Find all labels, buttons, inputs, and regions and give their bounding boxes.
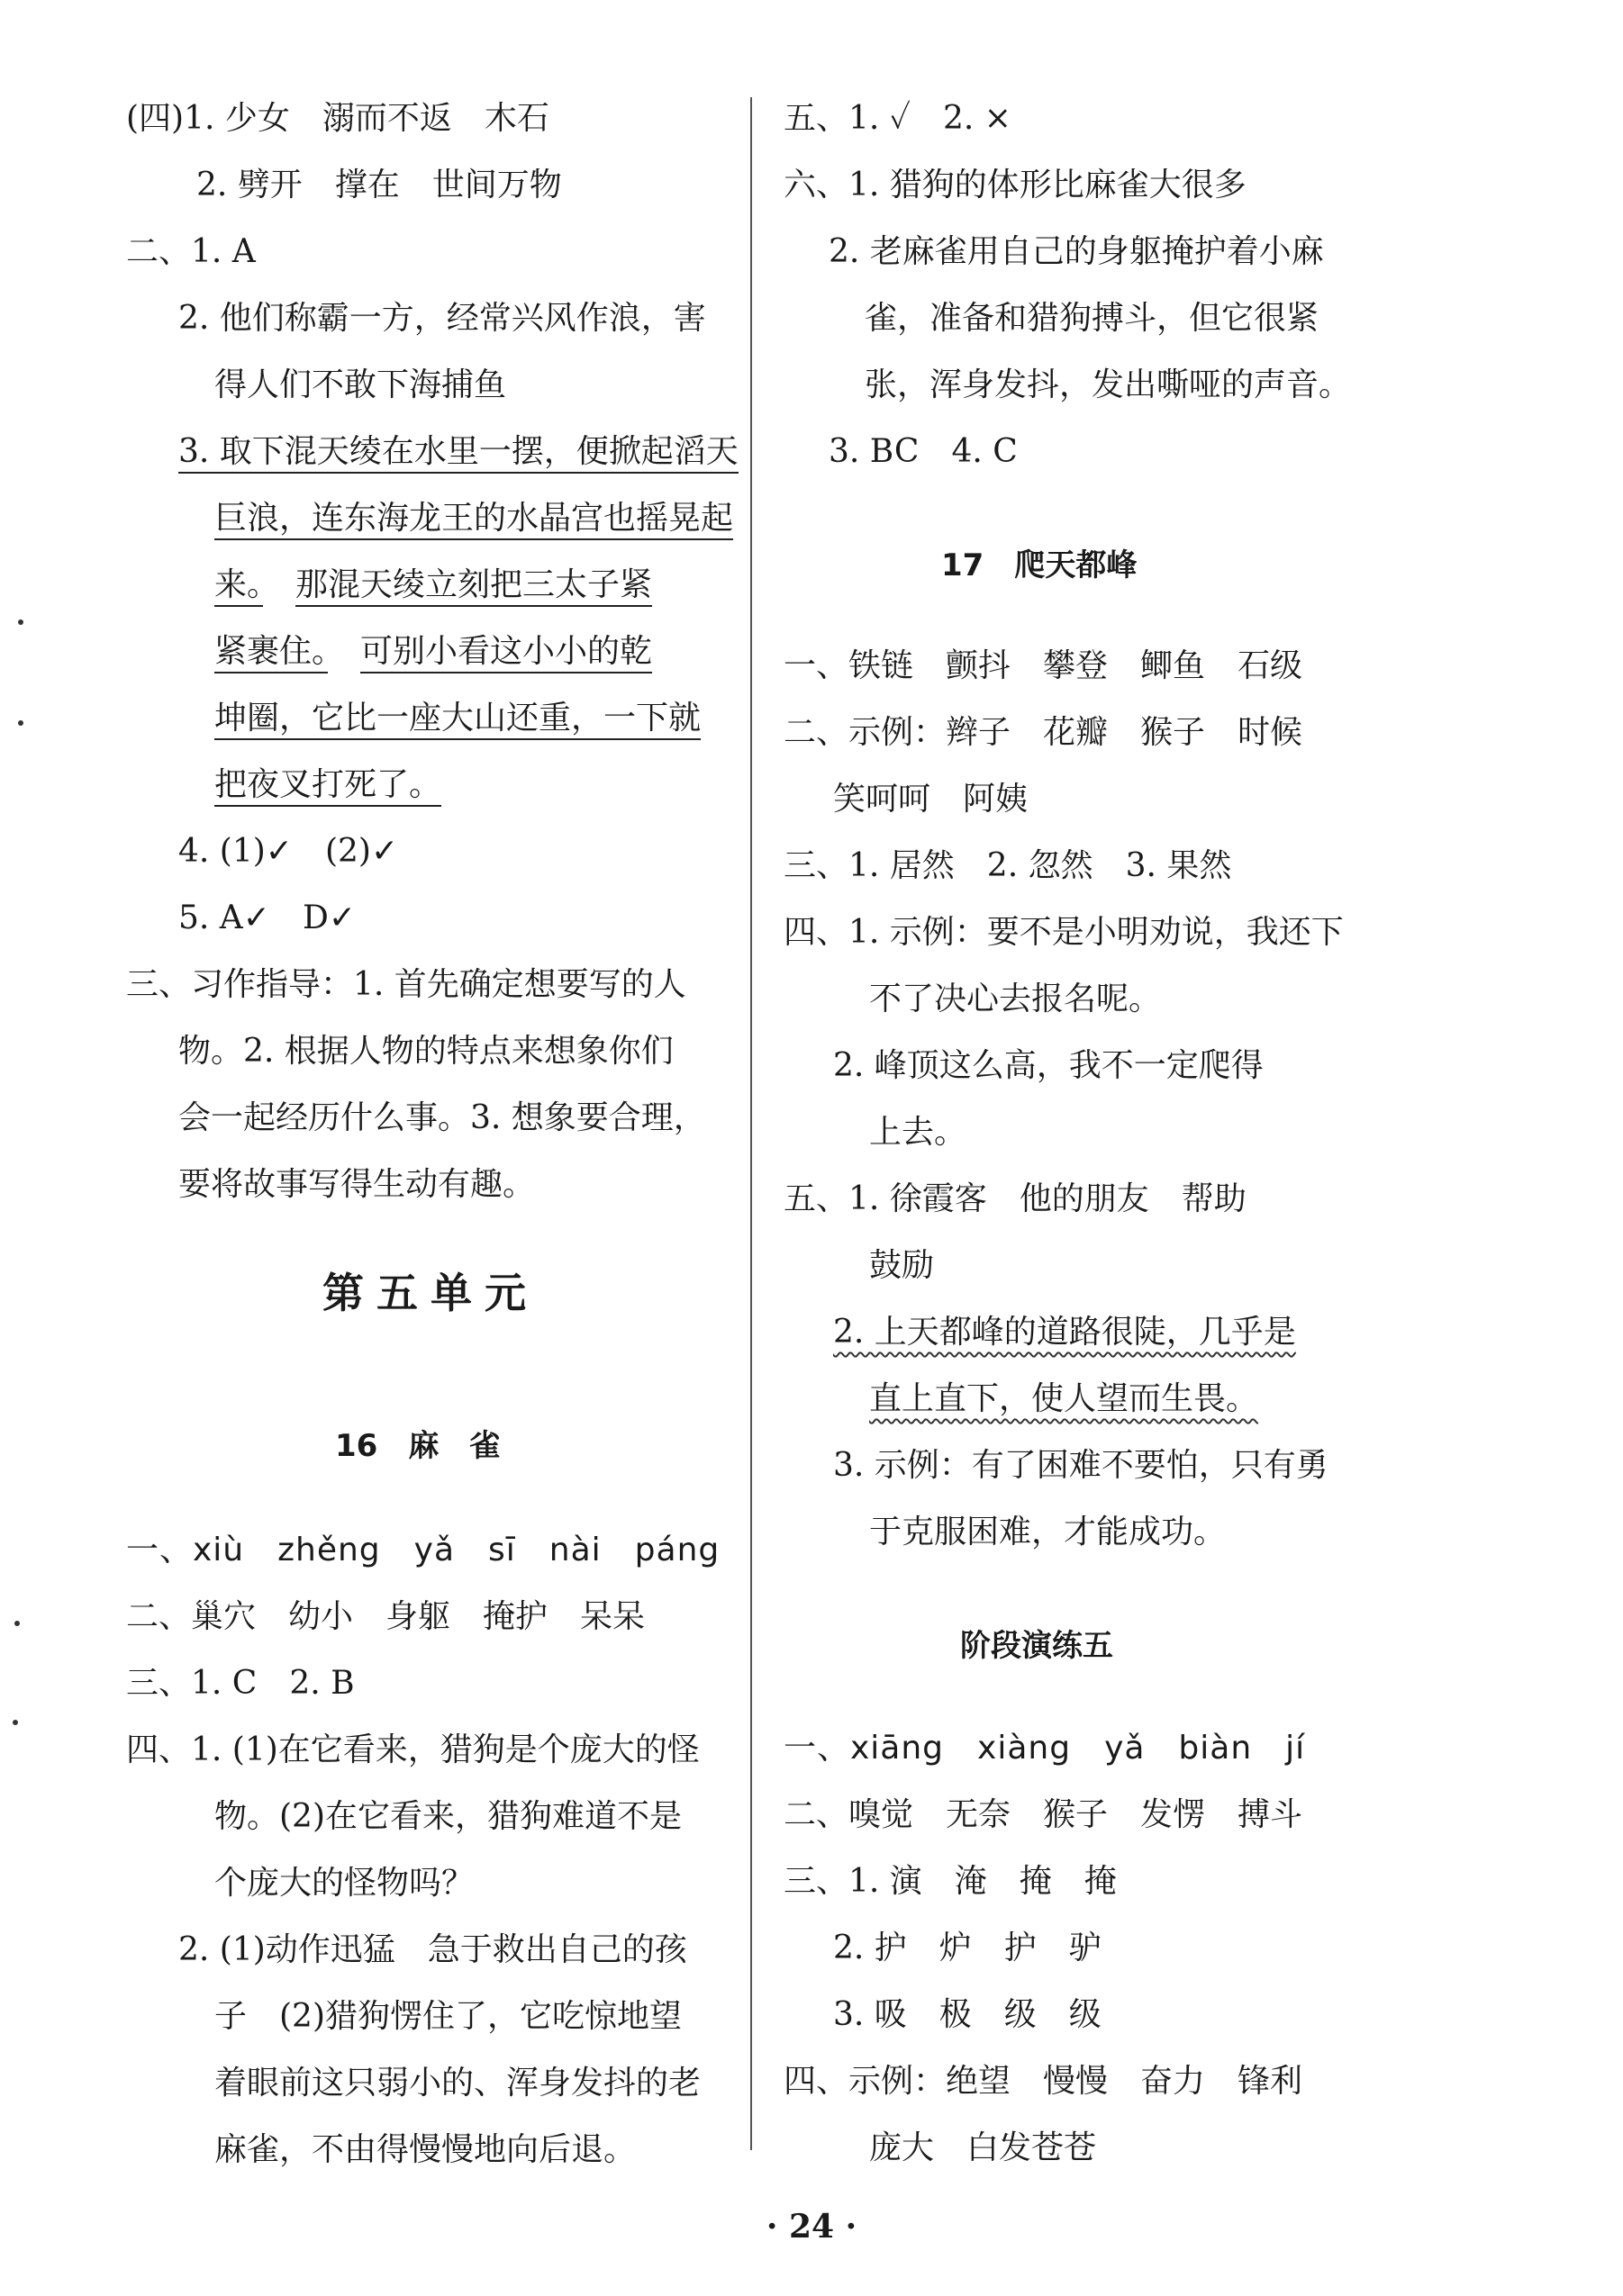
- answer-line: 三、习作指导：1. 首先确定想要写的人: [126, 966, 686, 1003]
- lesson-title: 16 麻 雀: [335, 1428, 501, 1464]
- answer-line: 上去。: [869, 1114, 967, 1151]
- answer-line: 不了决心去报名呢。: [869, 981, 1162, 1017]
- answer-line: 3. 示例：有了困难不要怕，只有勇: [833, 1447, 1328, 1484]
- answer-line: 2. 劈开 撑在 世间万物: [196, 167, 562, 203]
- answer-line: 四、1. 示例：要不是小明劝说，我还下: [784, 914, 1344, 951]
- answer-line: 二、示例：辫子 花瓣 猴子 时候: [784, 714, 1303, 751]
- answer-line: 3. 吸 极 级 级: [833, 1996, 1102, 2033]
- section-title: 阶段演练五: [960, 1628, 1113, 1664]
- answer-line: 二、1. A: [126, 233, 256, 270]
- lesson-title: 17 爬天都峰: [941, 547, 1138, 583]
- answer-line: 着眼前这只弱小的、浑身发抖的老: [214, 2065, 702, 2102]
- scan-mark: [18, 720, 23, 726]
- answer-line: 二、巢穴 幼小 身躯 掩护 呆呆: [126, 1598, 646, 1635]
- answer-line: 物。2. 根据人物的特点来想象你们: [178, 1033, 674, 1070]
- answer-line: 三、1. 演 淹 掩 掩: [784, 1863, 1117, 1900]
- answer-line: 六、1. 猎狗的体形比麻雀大很多: [784, 167, 1247, 203]
- answer-line: 一、xiāng xiàng yǎ biàn jí: [784, 1730, 1306, 1767]
- underlined-text: 那混天绫立刻把三太子紧: [295, 566, 652, 607]
- answer-line: 五、1. ✓ 2. ×: [784, 100, 1011, 137]
- answer-line: 2. 峰顶这么高，我不一定爬得: [833, 1047, 1264, 1084]
- answer-line: [833, 1313, 1296, 1352]
- answer-line: (四)1. 少女 溺而不返 木石: [126, 100, 549, 137]
- answer-line: [214, 765, 441, 805]
- answer-line: 笑呵呵 阿姨: [833, 781, 1029, 818]
- answer-line: 一、xiù zhěng yǎ sī nài páng: [126, 1532, 721, 1568]
- answer-line: 张，浑身发抖，发出嘶哑的声音。: [865, 366, 1352, 403]
- answer-line: 2. 护 炉 护 驴: [833, 1930, 1102, 1966]
- wavy-underlined-text: 2. 上天都峰的道路很陡，几乎是: [833, 1314, 1296, 1351]
- answer-line: 会一起经历什么事。3. 想象要合理，: [178, 1099, 706, 1136]
- answer-line: 麻雀，不由得慢慢地向后退。: [214, 2131, 637, 2168]
- scan-mark: [18, 619, 23, 625]
- answer-line: [214, 632, 652, 672]
- answer-line: 三、1. C 2. B: [126, 1665, 355, 1702]
- answer-line: 要将故事写得生动有趣。: [178, 1166, 536, 1203]
- underlined-text: 来。: [214, 566, 263, 607]
- answer-line: 得人们不敢下海捕鱼: [214, 366, 507, 403]
- answer-line: 一、铁链 颤抖 攀登 鲫鱼 石级: [784, 647, 1303, 684]
- answer-line: 2. (1)动作迅猛 急于救出自己的孩: [178, 1931, 687, 1968]
- answer-line: 2. 他们称霸一方，经常兴风作浪，害: [178, 300, 706, 337]
- answer-line: 四、1. (1)在它看来，猎狗是个庞大的怪: [126, 1731, 700, 1768]
- answer-line: 二、嗅觉 无奈 猴子 发愣 搏斗: [784, 1796, 1303, 1833]
- answer-line: 物。(2)在它看来，猎狗难道不是: [214, 1798, 682, 1835]
- answer-line: 5. A✓ D✓: [178, 899, 356, 936]
- answer-line: 子 (2)猎狗愣住了，它吃惊地望: [214, 1998, 682, 2035]
- answer-line: [214, 699, 701, 738]
- answer-line: 五、1. 徐霞客 他的朋友 帮助: [784, 1180, 1247, 1217]
- wavy-underlined-text: 直上直下，使人望而生畏。: [869, 1380, 1259, 1417]
- underlined-text: 巨浪，连东海龙王的水晶宫也摇晃起: [214, 500, 733, 540]
- answer-line: [214, 499, 733, 538]
- underlined-text: 3. 取下混天绫在水里一摆，便掀起滔天: [178, 433, 739, 474]
- answer-line: 四、示例：绝望 慢慢 奋力 锋利: [784, 2063, 1303, 2100]
- answer-line: 3. BC 4. C: [829, 433, 1018, 470]
- column-divider: [750, 97, 752, 2150]
- answer-line: [869, 1379, 1258, 1419]
- page-number: · 24 ·: [766, 2208, 857, 2246]
- unit-title: 第五单元: [322, 1269, 539, 1317]
- answer-line: 三、1. 居然 2. 忽然 3. 果然: [784, 847, 1232, 884]
- underlined-text: 紧裹住。: [214, 633, 328, 673]
- answer-line: 鼓励: [869, 1247, 935, 1284]
- answer-line: 2. 老麻雀用自己的身躯掩护着小麻: [829, 233, 1324, 270]
- answer-line: [214, 565, 652, 605]
- scan-mark: [13, 1720, 18, 1725]
- answer-line: 个庞大的怪物吗？: [214, 1865, 475, 1902]
- underlined-text: 把夜叉打死了。: [214, 766, 441, 807]
- answer-line: 庞大 白发苍苍: [869, 2129, 1097, 2166]
- answer-line: 雀，准备和猎狗搏斗，但它很紧: [865, 300, 1319, 337]
- underlined-text: 可别小看这小小的乾: [360, 633, 652, 673]
- answer-line: 于克服困难，才能成功。: [869, 1514, 1227, 1550]
- scan-mark: [14, 1621, 20, 1626]
- underlined-text: 坤圈，它比一座大山还重，一下就: [214, 700, 701, 740]
- answer-line: [178, 432, 739, 472]
- answer-line: 4. (1)✓ (2)✓: [178, 833, 399, 870]
